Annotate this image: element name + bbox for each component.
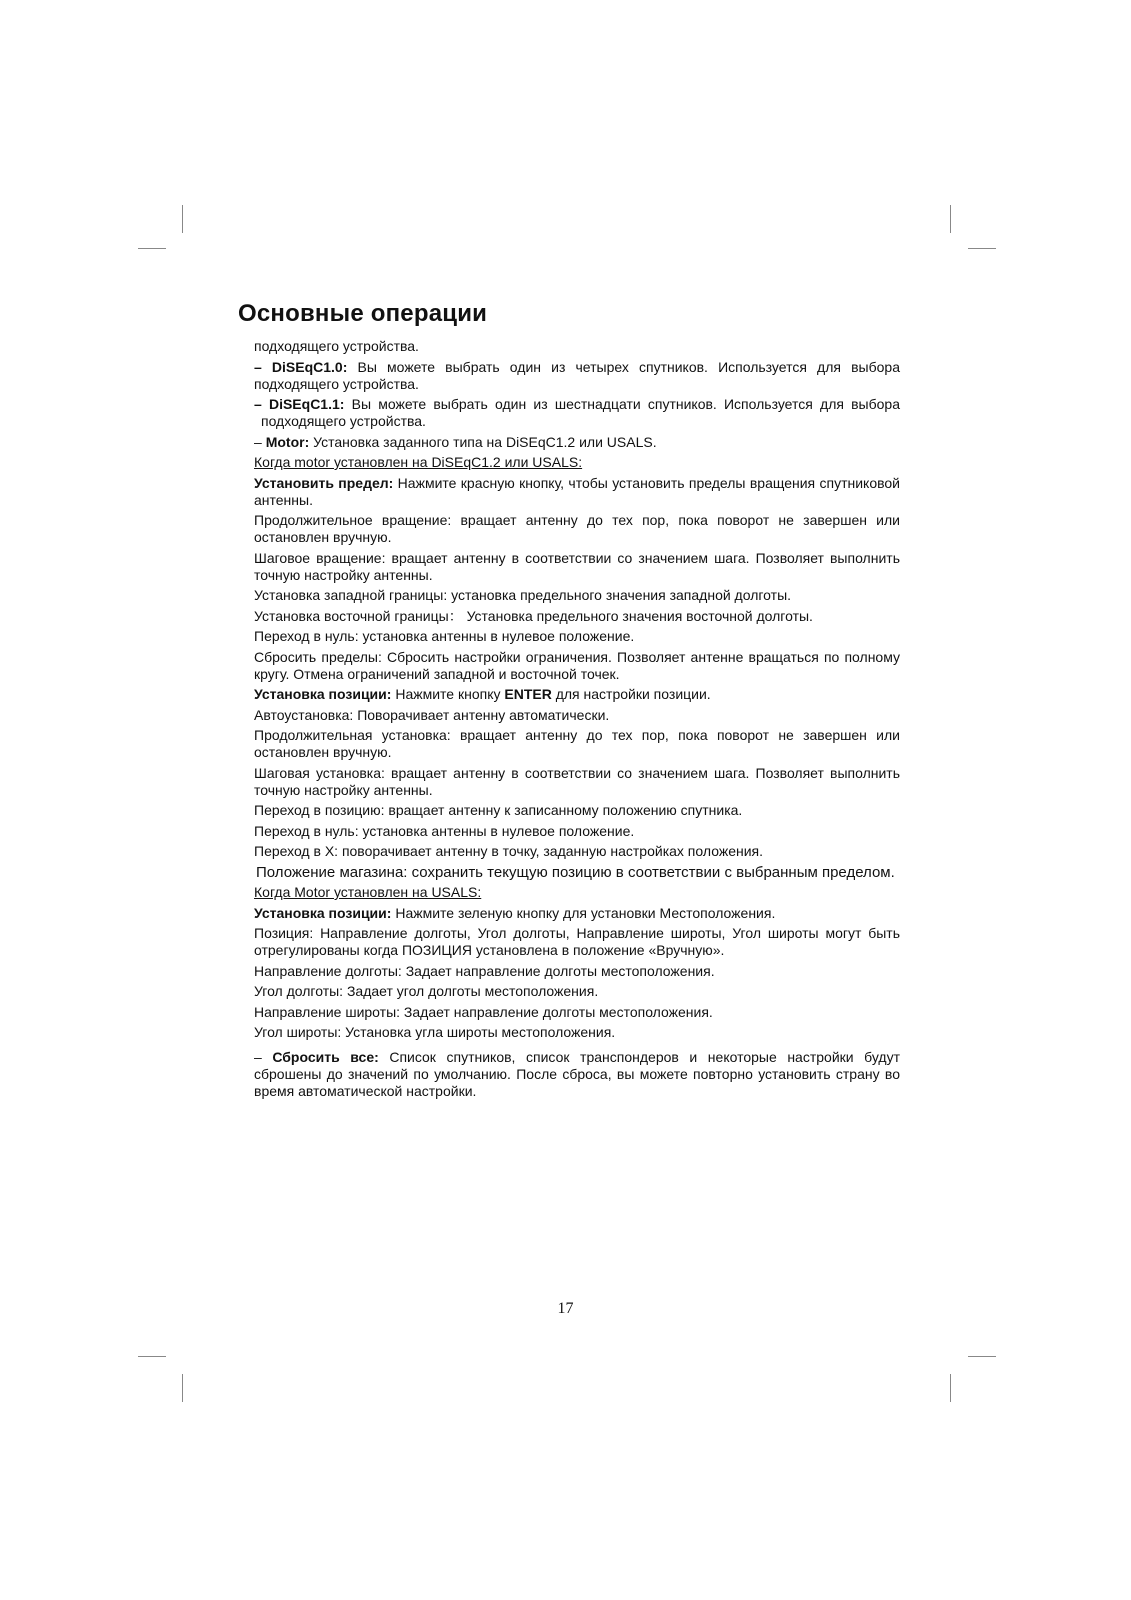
paragraph [254,1004,900,1021]
text: Переход в позицию: вращает антенну к записанному положению спутника. [254,802,743,818]
paragraph [254,925,900,959]
text: Направление широты: Задает направление долготы местоположения. [254,1003,713,1020]
paragraph [254,359,900,393]
subheading-usals [254,884,900,901]
text: Когда Motor установлен на USALS: [254,884,482,900]
subheading-diseqc12 [254,454,900,471]
page-number: 17 [557,1300,574,1317]
paragraph [254,649,900,683]
paragraph [254,707,900,724]
term-enter: ENTER [504,686,552,702]
paragraph [254,686,900,703]
text: Продолжительная установка: вращает антенну до тех пор, пока поворот не завершен или остановлен вручную. [254,727,900,760]
term-diseqc11: – DiSEqC1.1: [254,396,345,412]
text: Список спутников, список транспондеров и некоторые настройки будут сброшены до значений по умолчанию. После сброса, вы можете повторно установить страну во время автоматической настройки. [254,1049,900,1099]
crop-mark [182,1374,183,1402]
term-diseqc10: – DiSEqC1.0: [254,358,348,375]
paragraph [254,963,900,980]
text: Шаговая установка: вращает антенну в соответствии со значением шага. Позволяет выполнить точную настройку антенны. [254,764,900,798]
paragraph [254,396,900,430]
text: Переход в нуль: установка антенны в нулевое положение. [254,822,635,839]
text: Нажмите красную кнопку, чтобы установить пределы вращения спутниковой антенны. [254,474,900,508]
crop-mark [968,248,996,249]
term-set-limit: Установить предел: [254,474,394,491]
text: Вы можете выбрать один из четырех спутников. Используется для выбора подходящего устройства. [254,358,900,392]
text: Автоустановка: Поворачивает антенну автоматически. [254,706,610,723]
text: Направление долготы: Задает направление долготы местоположения. [254,962,715,979]
paragraph [254,983,900,1000]
paragraph [254,475,900,509]
paragraph [254,1024,900,1041]
paragraph [254,587,900,604]
text: Когда motor установлен на DiSEqC1.2 или USALS: [254,454,583,470]
paragraph [254,338,900,355]
paragraph [254,434,900,451]
text: Угол широты: Установка угла широты местоположения. [254,1024,616,1040]
paragraph [254,727,900,761]
text: Продолжительное вращение: вращает антенну до тех пор, пока поворот не завершен или остановлен вручную. [254,512,900,545]
text: для настройки позиции. [551,686,711,702]
paragraph [254,608,900,625]
crop-mark [182,205,183,233]
paragraph [254,1049,900,1100]
page-title: Основные операции [238,300,488,327]
paragraph [254,802,900,819]
term-motor: Motor: [265,433,310,450]
term-set-position: Установка позиции: [254,686,392,702]
paragraph [254,843,900,860]
text: Шаговое вращение: вращает антенну в соответствии со значением шага. Позволяет выполнить точную настройку антенны. [254,549,900,583]
text: Нажмите кнопку [391,686,505,702]
paragraph [254,864,900,881]
paragraph [254,550,900,584]
text: – [254,433,266,450]
text: Установка заданного типа на DiSEqC1.2 или USALS. [309,433,657,450]
term-set-position: Установка позиции: [254,904,392,921]
text: Переход в X: поворачивает антенну в точку, заданную настройках положения. [254,843,763,859]
paragraph [254,512,900,546]
text: Сбросить пределы: Сбросить настройки ограничения. Позволяет антенне вращаться по полному кругу. Отмена ограничений западной и восточной точек. [254,648,900,682]
text: Позиция: Направление долготы, Угол долготы, Направление широты, Угол широты могут быть отрегулированы когда ПОЗИЦИЯ установлена в положение «Вручную». [254,925,900,958]
text: Угол долготы: Задает угол долготы местоположения. [254,983,599,999]
text: – [254,1049,273,1065]
text: Положение магазина: сохранить текущую позицию в соответствии с выбранным пределом. [256,863,895,881]
term-reset-all: Сбросить все: [272,1049,379,1065]
crop-mark [968,1356,996,1357]
paragraph [254,905,900,922]
text: Установка восточной границы： Установка предельного значения восточной долготы. [254,607,813,624]
paragraph [254,765,900,799]
crop-mark [138,1356,166,1357]
text: Нажмите зеленую кнопку для установки Местоположения. [391,904,776,921]
text: Установка западной границы: установка предельного значения западной долготы. [254,587,792,603]
paragraph [254,823,900,840]
text: Переход в нуль: установка антенны в нулевое положение. [254,628,635,644]
paragraph [254,628,900,645]
body-text [254,338,900,1104]
text: Вы можете выбрать один из шестнадцати спутников. Используется для выбора подходящего устройства. [261,396,900,429]
crop-mark [950,1374,951,1402]
crop-mark [950,205,951,233]
crop-mark [138,248,166,249]
text: подходящего устройства. [254,338,419,354]
